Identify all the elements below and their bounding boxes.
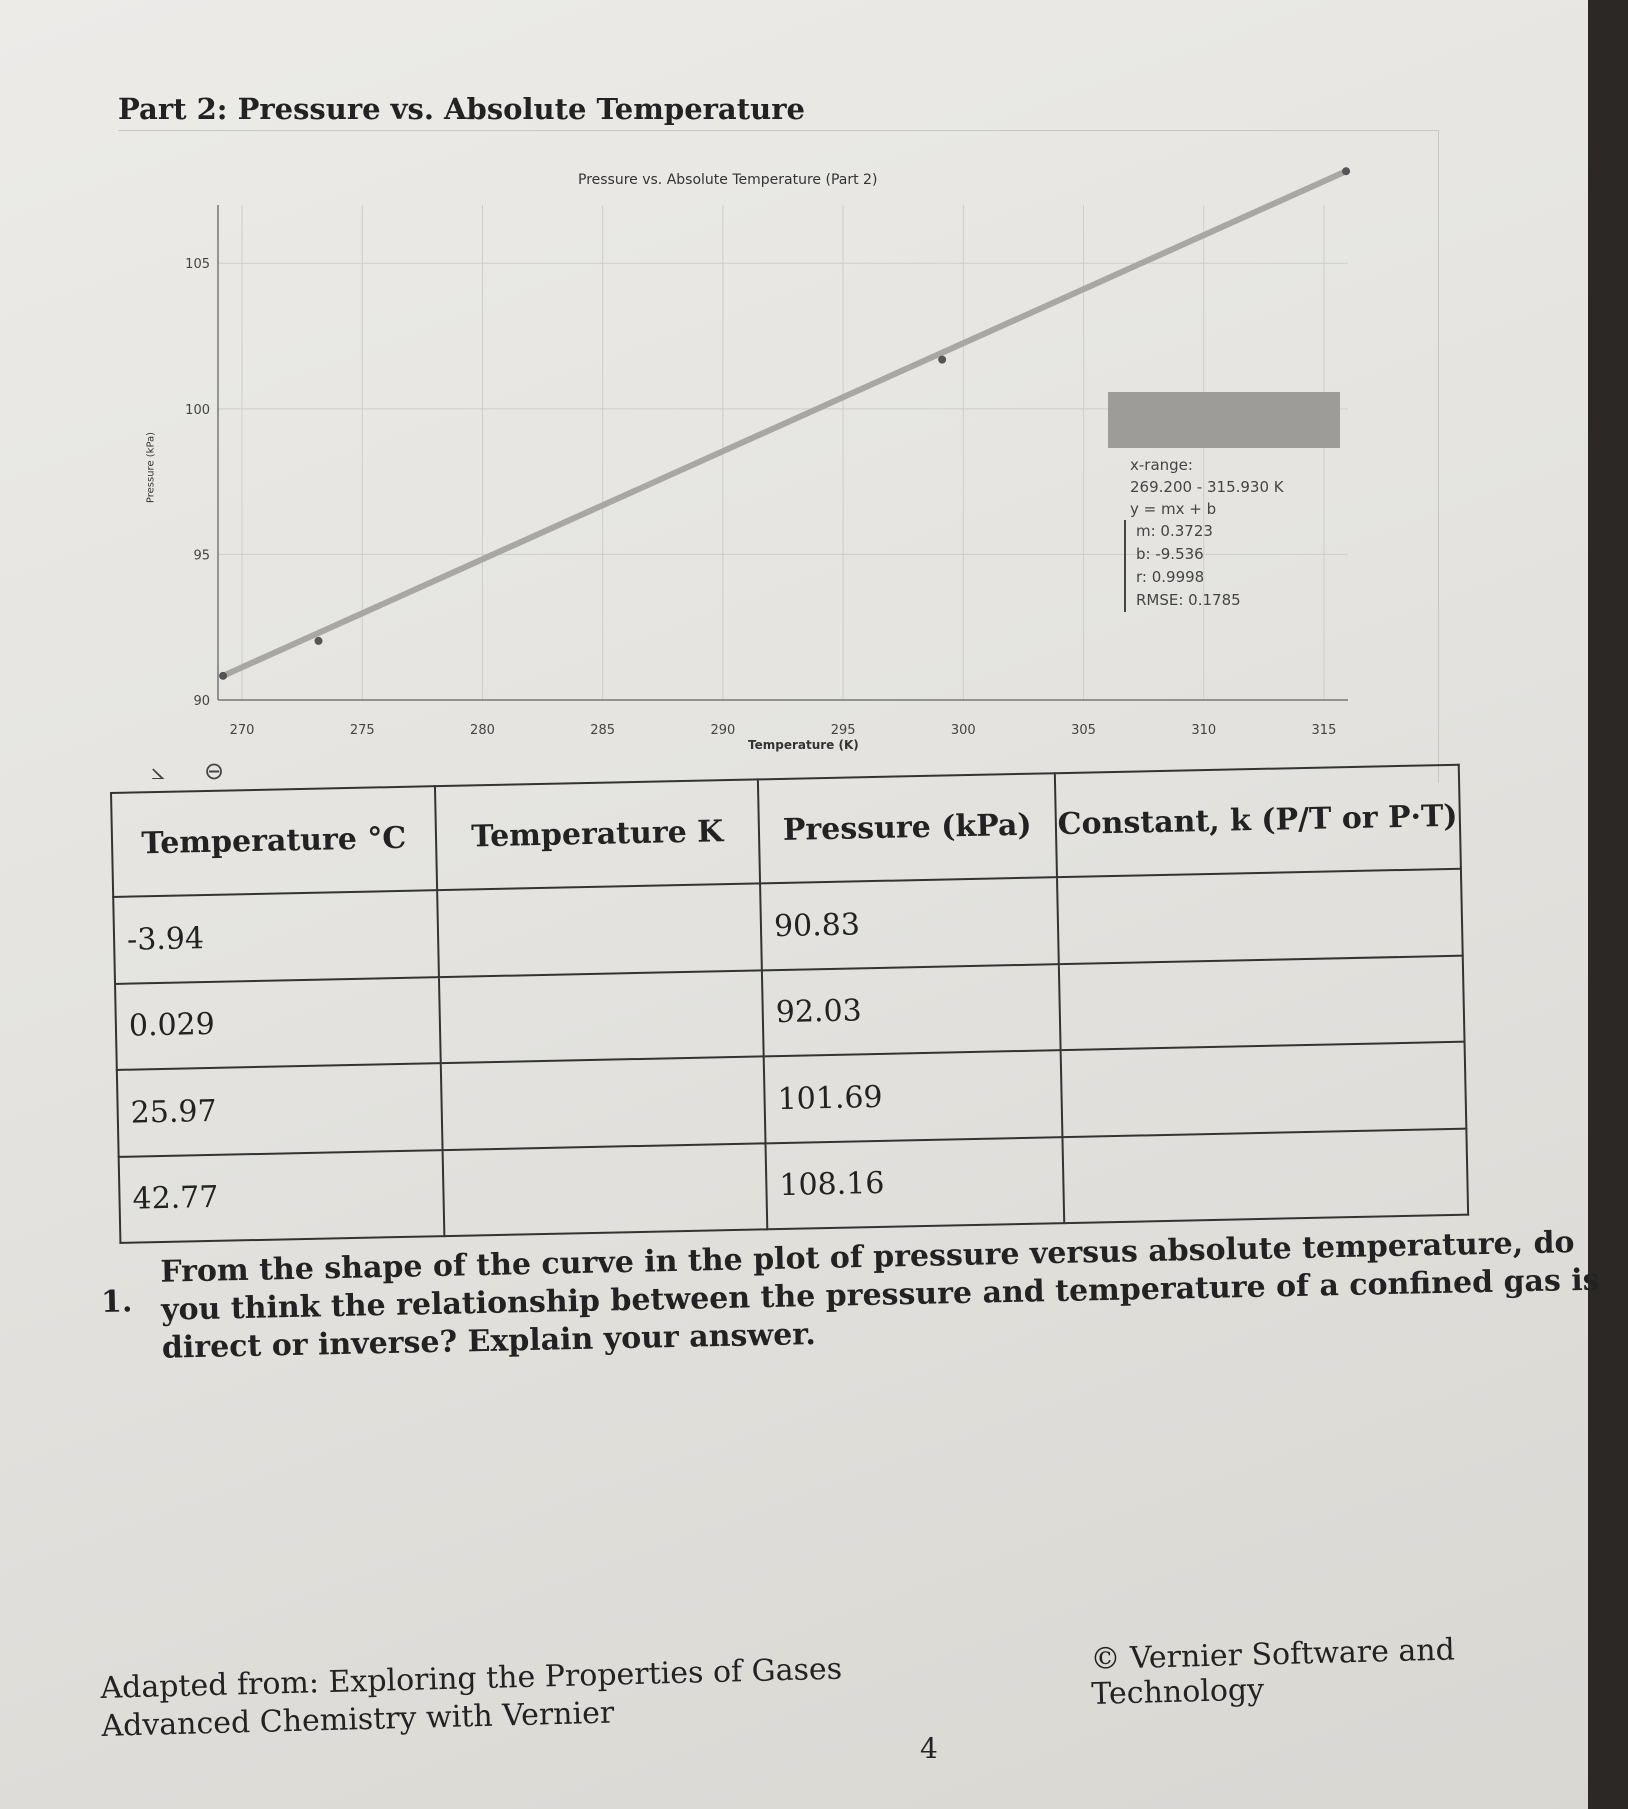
cell-pressure: 101.69 (764, 1050, 1062, 1143)
y-tick-label: 95 (193, 548, 210, 564)
cell-temp-k[interactable] (437, 883, 762, 976)
x-tick-label: 280 (470, 723, 495, 738)
x-tick-label: 285 (590, 723, 616, 738)
data-point[interactable] (219, 672, 227, 680)
fit-correlation: r: 0.9998 (1136, 568, 1205, 586)
adapted-line-2: Advanced Chemistry with Vernier (101, 1695, 615, 1744)
cell-temp-k[interactable] (440, 1056, 765, 1149)
header-temperature-c: Temperature °C (111, 786, 437, 897)
fit-rmse: RMSE: 0.1785 (1136, 591, 1241, 609)
x-tick-label: 295 (830, 723, 856, 738)
fit-xrange-value: 269.200 - 315.930 K (1130, 478, 1284, 496)
y-tick-label: 90 (193, 694, 210, 709)
x-tick-label: 315 (1311, 723, 1337, 738)
cell-temp-c: 0.029 (115, 977, 440, 1070)
data-point[interactable] (1342, 167, 1350, 175)
x-tick-label: 275 (349, 723, 375, 738)
chart-title: Pressure vs. Absolute Temperature (Part 2) (578, 172, 878, 188)
cell-constant[interactable] (1060, 1042, 1466, 1137)
page-title: Part 2: Pressure vs. Absolute Temperature (118, 92, 805, 126)
zoom-out-icon[interactable]: ⊖ (203, 757, 225, 785)
cell-temp-k[interactable] (442, 1143, 767, 1236)
curve-fit-box[interactable] (1108, 392, 1340, 630)
cell-temp-c: 42.77 (119, 1150, 444, 1243)
y-axis-label-box (132, 420, 162, 520)
fit-xrange-label: x-range: (1130, 456, 1193, 474)
adapted-line-1: Adapted from: Exploring the Properties of Gases (100, 1651, 843, 1706)
copyright: © Vernier Software and Technology (1090, 1632, 1456, 1712)
cell-temp-k[interactable] (438, 970, 763, 1063)
header-pressure: Pressure (kPa) (758, 773, 1057, 883)
cell-pressure: 108.16 (766, 1137, 1064, 1230)
x-axis-label: Temperature (K) (748, 738, 859, 752)
question-number: 1. (100, 1284, 133, 1320)
cell-constant[interactable] (1058, 955, 1464, 1050)
fit-intercept: b: -9.536 (1136, 545, 1204, 563)
cell-constant[interactable] (1057, 869, 1463, 964)
axes-icon[interactable]: ⦣ (151, 757, 165, 785)
data-point[interactable] (938, 356, 946, 364)
y-tick-label: 100 (185, 402, 210, 418)
y-axis-label: Pressure (kPa) (145, 431, 157, 504)
data-table (110, 764, 1469, 1244)
fit-equation: y = mx + b (1130, 500, 1217, 518)
y-tick-label: 105 (185, 257, 210, 273)
question-text: From the shape of the curve in the plot of pressure versus absolute temperature, do you think the relationship between the pressure and temperature of a confined gas is direct or inverse? Explain your answer. (160, 1225, 1600, 1366)
cell-temp-c: -3.94 (113, 890, 438, 983)
fit-slope: m: 0.3723 (1136, 522, 1213, 540)
cell-constant[interactable] (1062, 1128, 1468, 1223)
cell-pressure: 92.03 (762, 964, 1060, 1057)
header-constant: Constant, k (P/T or P·T) (1054, 765, 1461, 877)
fit-range (1130, 454, 1284, 520)
cell-pressure: 90.83 (760, 877, 1058, 970)
data-point[interactable] (314, 637, 322, 645)
x-tick-label: 270 (229, 723, 255, 738)
header-temperature-k: Temperature K (434, 779, 760, 890)
x-tick-label: 290 (710, 723, 736, 738)
page-number: 4 (920, 1732, 938, 1765)
curve-fit-header[interactable] (1108, 392, 1340, 448)
fit-parameters (1124, 520, 1241, 612)
cell-temp-c: 25.97 (117, 1063, 442, 1156)
x-tick-label: 305 (1071, 723, 1096, 738)
x-tick-label: 310 (1191, 723, 1217, 738)
x-tick-label: 300 (950, 723, 976, 738)
